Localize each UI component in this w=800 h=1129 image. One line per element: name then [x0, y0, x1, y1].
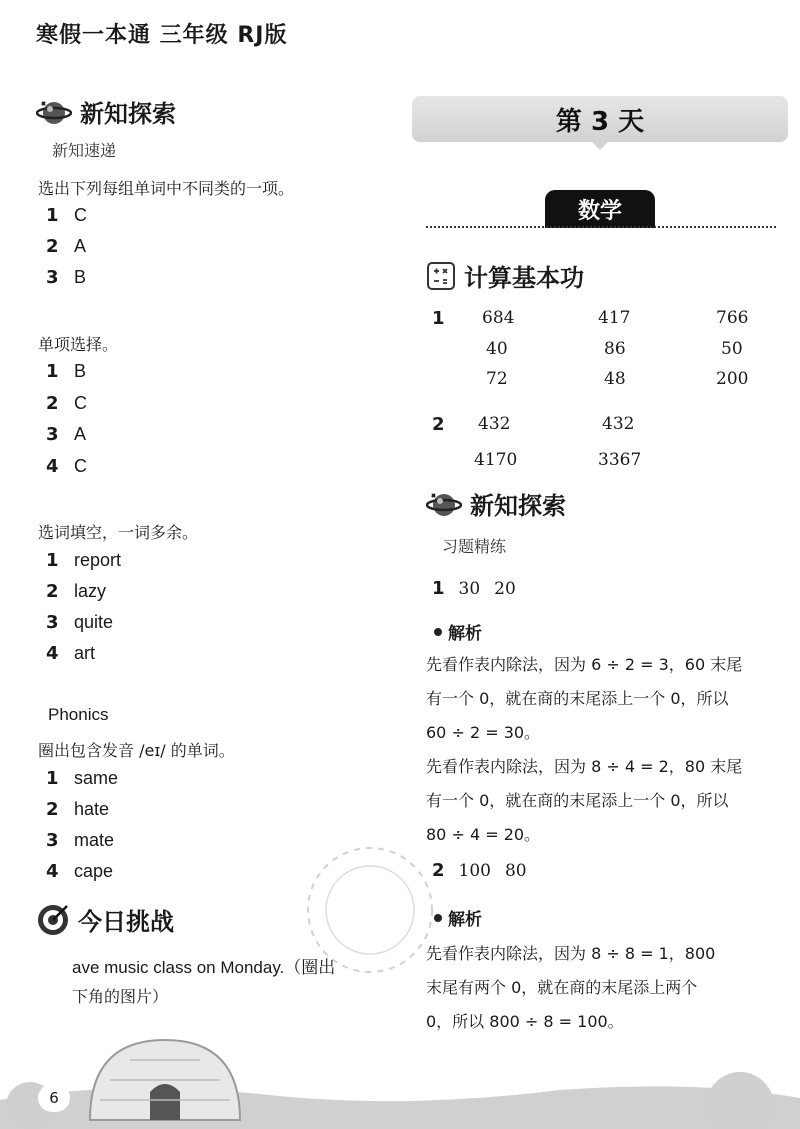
instruction-group-2: 单项选择。	[38, 335, 119, 354]
challenge-line-1: ave music class on Monday.（圈出	[72, 958, 336, 977]
section-title-text: 新知探索	[80, 100, 176, 128]
calc-answer: 40	[486, 339, 508, 359]
answer-item: 4 cape	[46, 861, 114, 882]
sub-label: 新知速递	[52, 141, 117, 160]
practice-answer-2: 2 100 80	[432, 860, 527, 881]
analysis-paragraph-1: 先看作表内除法，因为 6 ÷ 2 = 3，60 末尾 有一个 0，就在商的末尾添上一个 0，所以 60 ÷ 2 = 30。 先看作表内除法，因为 8 ÷ 4 = 2，80 末尾 有一个 0，就在商的末尾添上一个 0，所以 80 ÷ 4 = 20。	[426, 655, 743, 844]
answer-item: 1 B	[46, 361, 87, 382]
answer-item: 4 art	[46, 643, 96, 664]
practice-answer-1: 1 30 20	[432, 578, 516, 599]
explore-title-text: 新知探索	[470, 492, 566, 520]
challenge-title-text: 今日挑战	[78, 908, 174, 936]
calc-answer: 766	[716, 308, 749, 328]
answer-item: 1 same	[46, 768, 119, 789]
subject-divider	[426, 226, 776, 228]
section-title-new-knowledge	[36, 94, 176, 129]
calc-answer: 3367	[598, 450, 642, 470]
instruction-group-3: 选词填空，一词多余。	[38, 523, 199, 542]
answer-item: 2 hate	[46, 799, 110, 820]
answer-item: 3 mate	[46, 830, 115, 851]
calc-answer: 4170	[474, 450, 518, 470]
section-title-explore-math	[426, 486, 566, 521]
answer-item: 1 C	[46, 205, 87, 226]
analysis-paragraph-2: 先看作表内除法，因为 8 ÷ 8 = 1，800 末尾有两个 0，就在商的末尾添上两个 0，所以 800 ÷ 8 = 100。	[426, 944, 716, 1031]
subject-tab: 数学	[545, 190, 655, 228]
answer-item: 4 C	[46, 456, 87, 477]
planet-icon	[426, 488, 462, 520]
answer-item: 2 lazy	[46, 581, 107, 602]
target-icon	[36, 903, 70, 937]
question-number: 1	[432, 308, 445, 329]
section-title-challenge	[36, 902, 174, 937]
page-number: 6	[38, 1084, 70, 1112]
calc-answer: 417	[598, 308, 631, 328]
bullet-icon	[434, 628, 442, 636]
bullet-icon	[434, 914, 442, 922]
calc-answer: 432	[478, 414, 511, 434]
calc-title-text: 计算基本功	[464, 264, 584, 292]
question-number: 2	[432, 414, 445, 435]
calc-answer: 200	[716, 369, 749, 389]
calc-answer: 432	[602, 414, 635, 434]
answer-item: 3 B	[46, 267, 87, 288]
planet-icon	[36, 96, 72, 128]
calc-answer: 72	[486, 369, 508, 389]
answer-item: 3 quite	[46, 612, 114, 633]
analysis-heading: 解析	[434, 619, 482, 644]
calc-answer: 684	[482, 308, 515, 328]
practice-label: 习题精练	[442, 537, 507, 556]
answer-item: 3 A	[46, 424, 87, 445]
answer-item: 2 C	[46, 393, 87, 414]
page-header-title: 寒假一本通 三年级 RJ版	[36, 23, 288, 48]
answer-item: 2 A	[46, 236, 87, 257]
calc-answer: 50	[721, 339, 743, 359]
calc-answer: 86	[604, 339, 626, 359]
day-banner: 第 3 天	[412, 96, 788, 142]
calc-answer: 48	[604, 369, 626, 389]
phonics-label: Phonics	[48, 705, 109, 724]
watermark-stamp-icon	[300, 840, 440, 980]
challenge-line-2: 下角的图片）	[72, 987, 169, 1006]
instruction-group-1: 选出下列每组单词中不同类的一项。	[38, 179, 295, 198]
analysis-heading: 解析	[434, 905, 482, 930]
answer-item: 1 report	[46, 550, 122, 571]
phonics-instruction: 圈出包含发音 /eɪ/ 的单词。	[38, 741, 235, 760]
section-title-calc	[426, 258, 584, 293]
calculator-icon	[426, 261, 456, 291]
